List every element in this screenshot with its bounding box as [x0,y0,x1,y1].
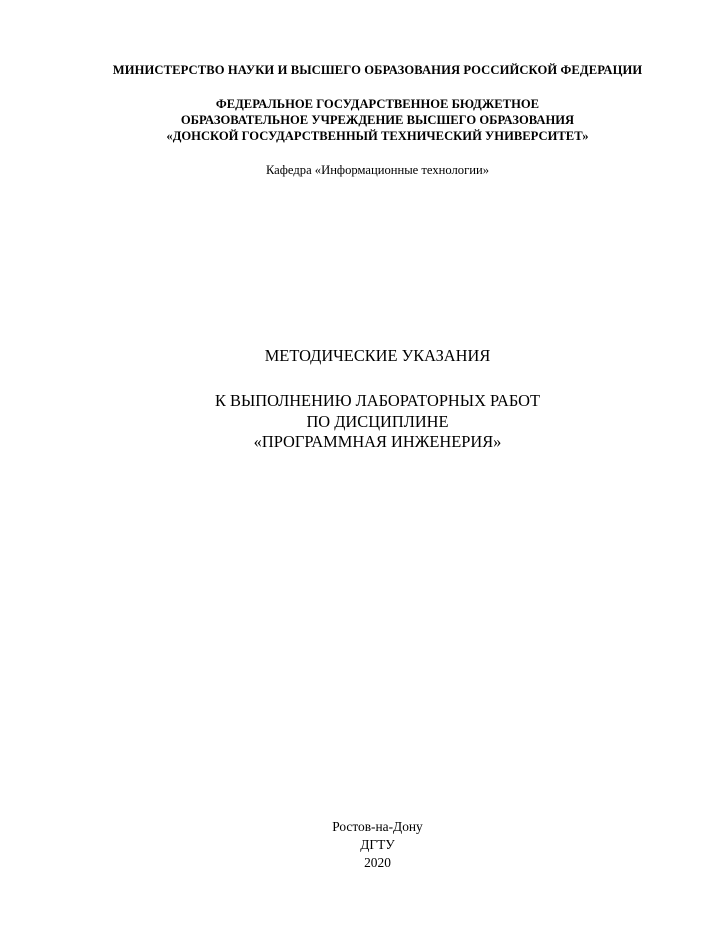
imprint-city: Ростов-на-Дону [332,819,423,834]
department-heading [40,162,715,178]
document-subtitle [40,391,715,453]
imprint-publisher: ДГТУ [360,837,395,852]
institution-line-3: «ДОНСКОЙ ГОСУДАРСТВЕННЫЙ ТЕХНИЧЕСКИЙ УНИВЕРСИТЕТ» [166,129,589,143]
institution-line-2: ОБРАЗОВАТЕЛЬНОЕ УЧРЕЖДЕНИЕ ВЫСШЕГО ОБРАЗОВАНИЯ [180,113,575,127]
subtitle-line-3: «ПРОГРАММНАЯ ИНЖЕНЕРИЯ» [253,432,502,451]
institution-line-1: ФЕДЕРАЛЬНОЕ ГОСУДАРСТВЕННОЕ БЮДЖЕТНОЕ [215,97,540,111]
imprint [40,818,715,872]
institution-heading [40,96,715,144]
department-line: Кафедра «Информационные технологии» [265,163,490,177]
subtitle-line-2: ПО ДИСЦИПЛИНЕ [306,411,449,431]
subtitle-line-1: К ВЫПОЛНЕНИЮ ЛАБОРАТОРНЫХ РАБОТ [214,391,540,410]
ministry-heading [40,62,715,78]
document-title [40,346,715,366]
imprint-year: 2020 [364,855,391,870]
title-line: МЕТОДИЧЕСКИЕ УКАЗАНИЯ [264,346,491,365]
ministry-line: МИНИСТЕРСТВО НАУКИ И ВЫСШЕГО ОБРАЗОВАНИЯ РОССИЙСКОЙ ФЕДЕРАЦИИ [112,63,643,77]
